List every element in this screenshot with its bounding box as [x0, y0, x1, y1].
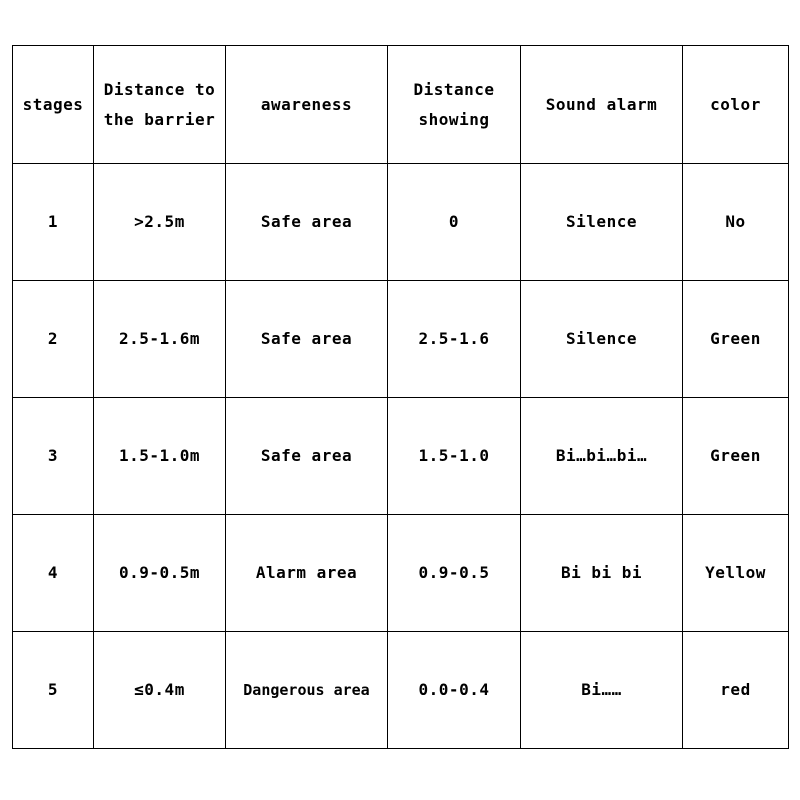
- cell-awareness: Safe area: [226, 281, 388, 398]
- table-row: [13, 281, 789, 398]
- cell-distance-showing: 0: [388, 164, 521, 281]
- cell-stage: 5: [13, 632, 94, 749]
- cell-stage: 1: [13, 164, 94, 281]
- cell-stage: 4: [13, 515, 94, 632]
- cell-awareness: Dangerous area: [226, 632, 388, 749]
- cell-color: red: [683, 632, 789, 749]
- cell-sound-alarm: Bi……: [521, 632, 683, 749]
- cell-stage: 2: [13, 281, 94, 398]
- cell-awareness: Safe area: [226, 398, 388, 515]
- cell-distance-showing: 2.5-1.6: [388, 281, 521, 398]
- header-distance-to-barrier: [94, 46, 226, 164]
- cell-distance: ≤0.4m: [94, 632, 226, 749]
- cell-stage: 3: [13, 398, 94, 515]
- table-row: [13, 632, 789, 749]
- cell-sound-alarm: Bi bi bi: [521, 515, 683, 632]
- cell-color: Green: [683, 398, 789, 515]
- cell-distance-showing: 0.9-0.5: [388, 515, 521, 632]
- table-row: [13, 164, 789, 281]
- cell-awareness: Safe area: [226, 164, 388, 281]
- header-distance-to-barrier-label: Distance to the barrier: [103, 79, 216, 129]
- parking-sensor-stage-table: [12, 45, 789, 749]
- cell-sound-alarm: Silence: [521, 164, 683, 281]
- cell-color: Yellow: [683, 515, 789, 632]
- cell-distance: 2.5-1.6m: [94, 281, 226, 398]
- cell-color: Green: [683, 281, 789, 398]
- table-header-row: [13, 46, 789, 164]
- header-distance-showing: [388, 46, 521, 164]
- header-color: color: [683, 46, 789, 164]
- cell-sound-alarm: Silence: [521, 281, 683, 398]
- cell-distance-showing: 0.0-0.4: [388, 632, 521, 749]
- cell-distance: 0.9-0.5m: [94, 515, 226, 632]
- cell-distance: >2.5m: [94, 164, 226, 281]
- cell-awareness: Alarm area: [226, 515, 388, 632]
- cell-distance-showing: 1.5-1.0: [388, 398, 521, 515]
- cell-sound-alarm: Bi…bi…bi…: [521, 398, 683, 515]
- table-row: [13, 515, 789, 632]
- table-row: [13, 398, 789, 515]
- header-sound-alarm: Sound alarm: [521, 46, 683, 164]
- cell-color: No: [683, 164, 789, 281]
- header-awareness: awareness: [226, 46, 388, 164]
- header-distance-showing-label: Distance showing: [413, 79, 495, 129]
- cell-distance: 1.5-1.0m: [94, 398, 226, 515]
- header-stages: stages: [13, 46, 94, 164]
